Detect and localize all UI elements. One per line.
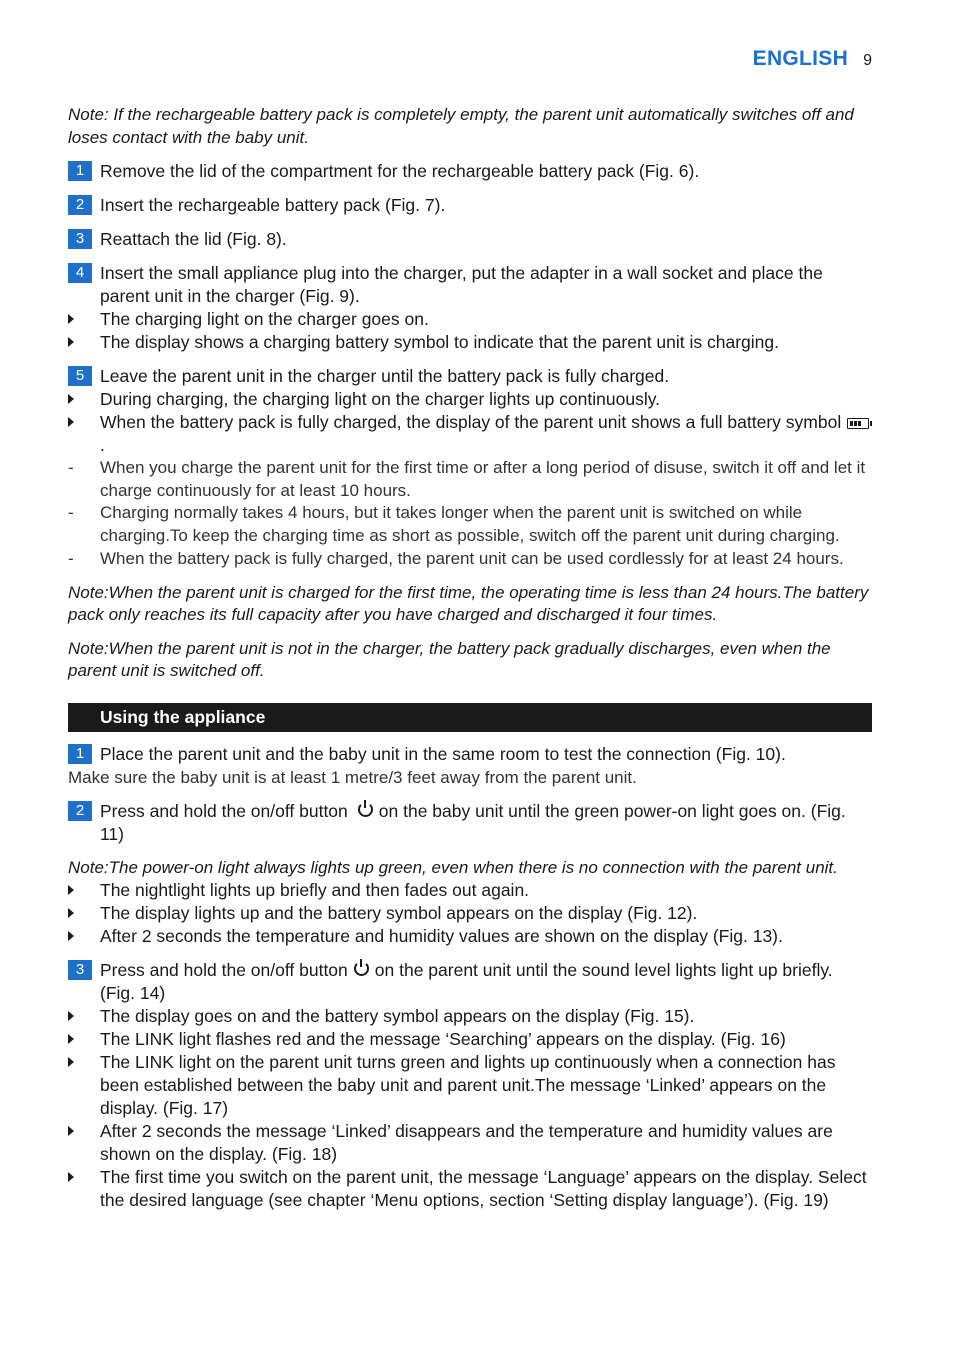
note-first-charge: Note:When the parent unit is charged for the first time, the operating time is less than 24 hours.The battery pack only reaches its full capacity after you have charged and discharged it four times. — [68, 582, 869, 625]
result-item: The display lights up and the battery symbol appears on the display (Fig. 12). — [68, 902, 872, 925]
result-item: During charging, the charging light on the charger lights up continuously. — [68, 388, 872, 411]
page-number: 9 — [863, 52, 872, 69]
page-header — [753, 47, 872, 71]
triangle-bullet-icon — [68, 1011, 74, 1021]
triangle-bullet-icon — [68, 394, 74, 404]
triangle-bullet-icon — [68, 1172, 74, 1182]
triangle-bullet-icon — [68, 417, 74, 427]
result-item: After 2 seconds the message ‘Linked’ disappears and the temperature and humidity values are shown on the display. (Fig. 18) — [68, 1120, 872, 1166]
power-icon — [354, 961, 369, 976]
triangle-bullet-icon — [68, 337, 74, 347]
result-item: The display shows a charging battery symbol to indicate that the parent unit is charging. — [68, 331, 872, 354]
tip-item: - Charging normally takes 4 hours, but it takes longer when the parent unit is switched on while charging.To keep the charging time as short as possible, switch off the parent unit during charging. — [68, 503, 840, 546]
triangle-bullet-icon — [68, 1126, 74, 1136]
step-text: Leave the parent unit in the charger until the battery pack is fully charged. — [100, 366, 670, 386]
step-text: Remove the lid of the compartment for the rechargeable battery pack (Fig. 6). — [100, 161, 700, 181]
step-text: Reattach the lid (Fig. 8). — [100, 229, 287, 249]
triangle-bullet-icon — [68, 1034, 74, 1044]
note-discharge: Note:When the parent unit is not in the charger, the battery pack gradually discharges, even when the parent unit is switched off. — [68, 638, 831, 681]
triangle-bullet-icon — [68, 1057, 74, 1067]
step-text: Insert the rechargeable battery pack (Fig. 7). — [100, 195, 446, 215]
language-label: ENGLISH — [752, 47, 849, 70]
step-reattach-lid — [68, 228, 872, 251]
step-place-units — [68, 743, 872, 789]
step-baby-unit-on: 2 Press and hold the on/off button on the baby unit until the green power-on light goes on. (Fig. 11) — [68, 800, 872, 846]
full-battery-icon — [847, 418, 869, 429]
result-item: When the battery pack is fully charged, the display of the parent unit shows a full battery symbol. — [68, 411, 872, 457]
triangle-bullet-icon — [68, 908, 74, 918]
step-leave-in-charger — [68, 365, 872, 571]
note-power-on-light: Note:The power-on light always lights up green, even when there is no connection with the parent unit. — [68, 857, 838, 877]
result-item: After 2 seconds the temperature and humidity values are shown on the display (Fig. 13). — [68, 925, 872, 948]
result-item: The charging light on the charger goes on. — [68, 308, 872, 331]
step-number: 2 — [68, 195, 92, 215]
result-item: The display goes on and the battery symbol appears on the display (Fig. 15). — [68, 1005, 872, 1028]
step-text: Insert the small appliance plug into the charger, put the adapter in a wall socket and place the parent unit in the charger (Fig. 9). — [100, 263, 823, 306]
triangle-bullet-icon — [68, 885, 74, 895]
power-icon — [358, 802, 373, 817]
note-empty-battery: Note: If the rechargeable battery pack is completely empty, the parent unit automatically switches off and loses contact with the baby unit. — [68, 105, 854, 147]
tip-item: - When you charge the parent unit for the first time or after a long period of disuse, switch it off and let it charge continuously for at least 10 hours. — [68, 458, 866, 500]
step-number: 2 — [68, 801, 92, 821]
result-item: The first time you switch on the parent unit, the message ‘Language’ appears on the display. Select the desired language (see chapter ‘Menu options, section ‘Setting display language’). (Fig. 19) — [68, 1166, 872, 1212]
step-remove-lid — [68, 160, 872, 183]
step-parent-unit-on: 3 Press and hold the on/off button on the parent unit until the sound level lights light up briefly. (Fig. 14) The display goes on and the battery symbol appears on the display (Fig. 15). The LINK light flashes red and the message ‘Searching’ appears on the display. (Fig. 16) The LINK light on the parent unit turns green and lights up continuously when a connection has been established between the baby unit and parent unit.The message ‘Linked’ appears on the display. (Fig. 17) After 2 seconds the message ‘Linked’ disappears and the temperature and humidity values are shown on the display. (Fig. 18) The first time you switch on the parent unit, the message ‘Language’ appears on the display. Select the desired language (see chapter ‘Menu options, section ‘Setting display language’). (Fig. 19) — [68, 959, 872, 1212]
tip-item: - When the battery pack is fully charged, the parent unit can be used cordlessly for at least 24 hours. — [68, 548, 844, 568]
step-text: Place the parent unit and the baby unit in the same room to test the connection (Fig. 10). — [100, 743, 786, 764]
result-item: The nightlight lights up briefly and then fades out again. — [68, 879, 872, 902]
step-number: 1 — [68, 744, 92, 764]
section-heading: Using the appliance — [68, 703, 872, 732]
step-detail: Make sure the baby unit is at least 1 metre/3 feet away from the parent unit. — [68, 767, 637, 787]
triangle-bullet-icon — [68, 314, 74, 324]
results-baby-unit — [68, 879, 872, 948]
step-number: 4 — [68, 263, 92, 283]
result-item: The LINK light on the parent unit turns green and lights up continuously when a connection has been established between the baby unit and parent unit.The message ‘Linked’ appears on the display. (Fig. 17) — [68, 1051, 872, 1120]
page-content — [68, 104, 872, 1223]
step-insert-plug — [68, 262, 872, 354]
step-number: 1 — [68, 161, 92, 181]
step-number: 3 — [68, 960, 92, 980]
step-number: 5 — [68, 366, 92, 386]
result-item: The LINK light flashes red and the message ‘Searching’ appears on the display. (Fig. 16) — [68, 1028, 872, 1051]
triangle-bullet-icon — [68, 931, 74, 941]
step-insert-battery — [68, 194, 872, 217]
step-number: 3 — [68, 229, 92, 249]
